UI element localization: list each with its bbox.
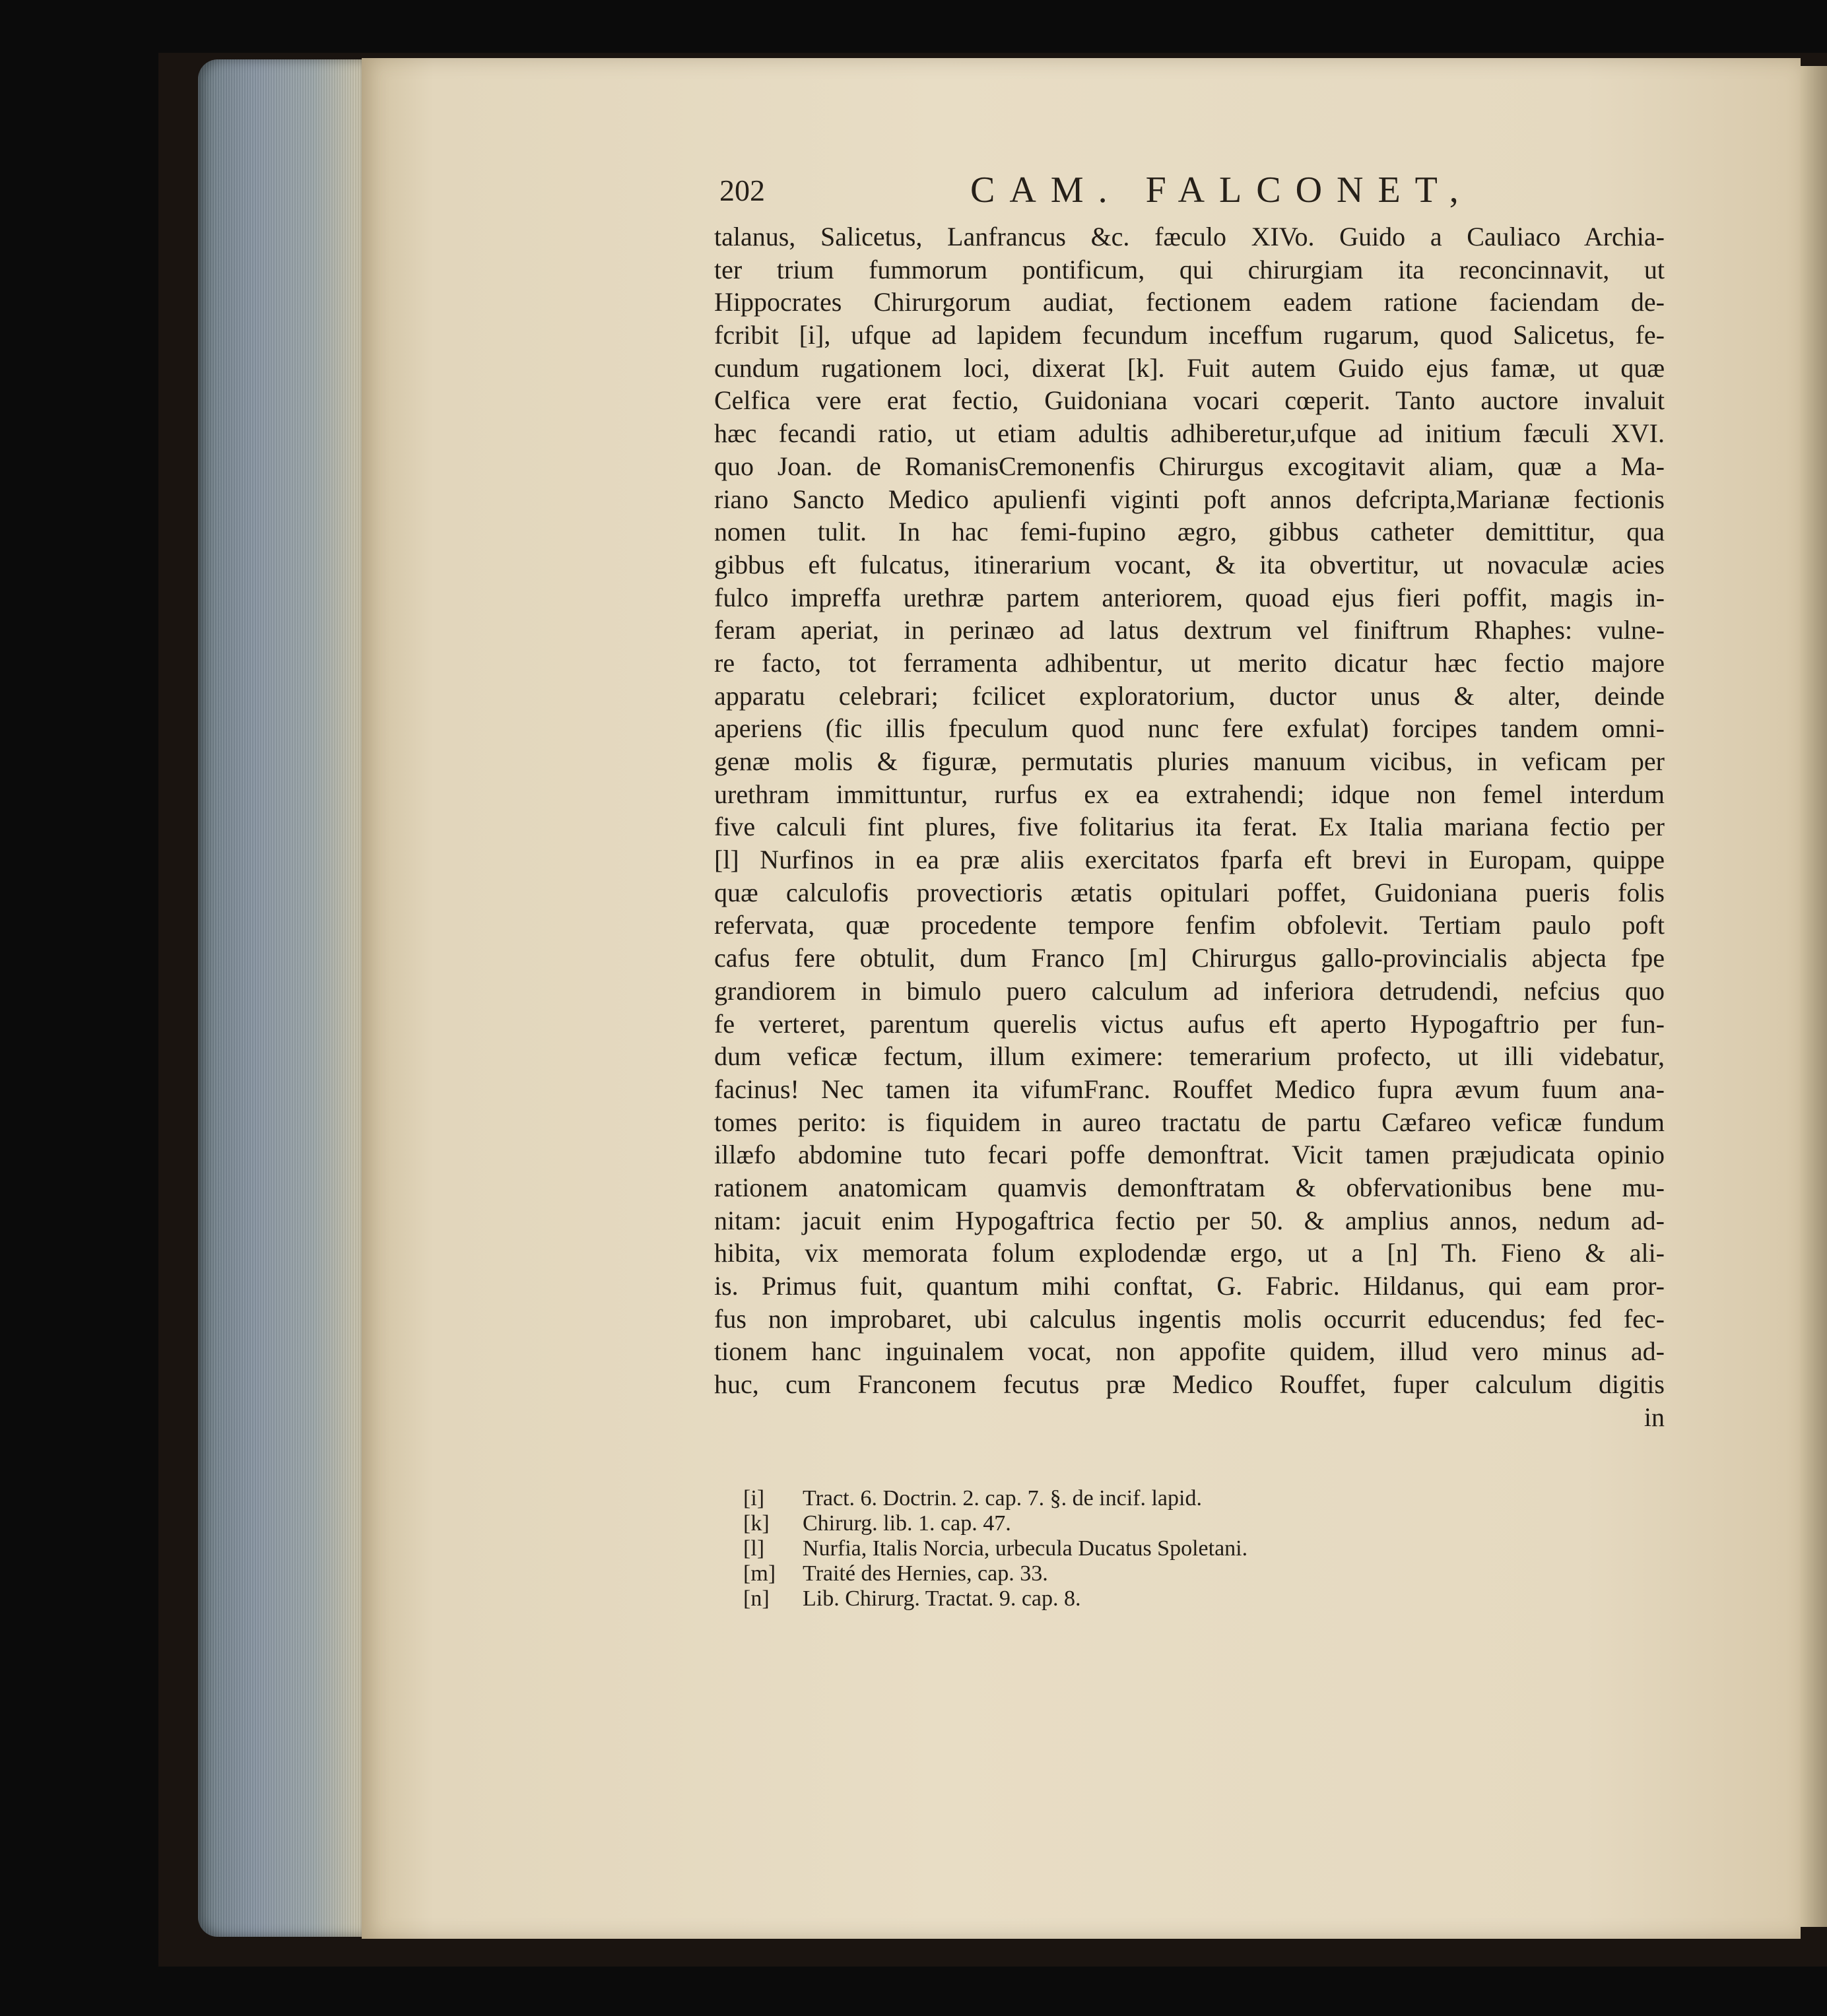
footnote-marker: [k] — [743, 1511, 770, 1536]
footnote — [743, 1586, 1337, 1611]
text-line: ter trium fummorum pontificum, qui chirurgiam ita reconcinnavit, ut — [714, 254, 1665, 284]
page-number: 202 — [719, 174, 765, 207]
text-line: in — [1644, 1402, 1665, 1432]
facing-page-edge — [1801, 66, 1827, 1927]
text-line: nomen tulit. In hac femi-fupino ægro, gibbus catheter demittitur, qua — [714, 517, 1665, 547]
running-title: CAM. FALCONET, — [970, 170, 1473, 211]
text-line: nitam: jacuit enim Hypogaftrica fectio per 50. & amplius annos, nedum ad- — [714, 1205, 1665, 1235]
footnote-text: Nurfia, Italis Norcia, urbecula Ducatus Spoletani. — [803, 1536, 1248, 1561]
text-line: gibbus eft fulcatus, itinerarium vocant, & ita obvertitur, ut novaculæ acies — [714, 549, 1665, 579]
text-line: tomes perito: is fiquidem in aureo tractatu de partu Cæfareo veficæ fundum — [714, 1107, 1665, 1137]
text-line: rationem anatomicam quamvis demonftratam & obfervationibus bene mu- — [714, 1172, 1665, 1202]
text-line: huc, cum Franconem fecutus præ Medico Rouffet, fuper calculum digitis — [714, 1369, 1665, 1400]
footnote-marker: [m] — [743, 1561, 776, 1586]
text-line: facinus! Nec tamen ita vifumFranc. Rouffet Medico fupra ævum fuum ana- — [714, 1074, 1665, 1104]
text-line: [l] Nurfinos in ea præ aliis exercitatos fparfa eft brevi in Europam, quippe — [714, 845, 1665, 875]
footnote-text: Traité des Hernies, cap. 33. — [803, 1561, 1048, 1586]
text-line: fcribit [i], ufque ad lapidem fecundum inceffum rugarum, quod Salicetus, fe- — [714, 320, 1665, 350]
text-line: is. Primus fuit, quantum mihi conftat, G. Fabric. Hildanus, qui eam pror- — [714, 1271, 1665, 1301]
text-line: refervata, quæ procedente tempore fenfim obfolevit. Tertiam paulo poft — [714, 910, 1665, 940]
text-line: cafus fere obtulit, dum Franco [m] Chirurgus gallo-provincialis abjecta fpe — [714, 943, 1665, 973]
text-line: fus non improbaret, ubi calculus ingentis molis occurrit educendus; fed fec- — [714, 1303, 1665, 1334]
text-line: hibita, vix memorata folum explodendæ ergo, ut a [n] Th. Fieno & ali- — [714, 1238, 1665, 1268]
text-line: Hippocrates Chirurgorum audiat, fectionem eadem ratione faciendam de- — [714, 287, 1665, 317]
text-line: tionem hanc inguinalem vocat, non appofite quidem, illud vero minus ad- — [714, 1336, 1665, 1367]
text-line: Celfica vere erat fectio, Guidoniana vocari cœperit. Tanto auctore invaluit — [714, 385, 1665, 416]
footnote-text: Chirurg. lib. 1. cap. 47. — [803, 1511, 1011, 1536]
text-line: quæ calculofis provectioris ætatis opitulari poffet, Guidoniana pueris folis — [714, 877, 1665, 907]
text-line: urethram immittuntur, rurfus ex ea extrahendi; idque non femel interdum — [714, 779, 1665, 809]
text-line: quo Joan. de RomanisCremonenfis Chirurgus excogitavit aliam, quæ a Ma- — [714, 451, 1665, 481]
text-line: talanus, Salicetus, Lanfrancus &c. fæculo XIVo. Guido a Cauliaco Archia- — [714, 222, 1665, 251]
text-line: cundum rugationem loci, dixerat [k]. Fuit autem Guido ejus famæ, ut quæ — [714, 352, 1665, 383]
page-header — [719, 170, 1663, 219]
footnote-text: Lib. Chirurg. Tractat. 9. cap. 8. — [803, 1586, 1081, 1611]
text-line: five calculi fint plures, five folitarius ita ferat. Ex Italia mariana fectio per — [714, 812, 1665, 842]
text-line: fe verteret, parentum querelis victus aufus eft aperto Hypogaftrio per fun- — [714, 1008, 1665, 1039]
body-text — [714, 220, 1665, 1433]
text-line: illæfo abdomine tuto fecari poffe demonftrat. Vicit tamen præjudicata opinio — [714, 1140, 1665, 1170]
text-line: aperiens (fic illis fpeculum quod nunc fere exfulat) forcipes tandem omni- — [714, 713, 1665, 744]
footnote — [743, 1561, 1337, 1586]
text-line: dum veficæ fectum, illum eximere: temerarium profecto, ut illi videbatur, — [714, 1041, 1665, 1072]
footnote-marker: [l] — [743, 1536, 765, 1561]
text-line: hæc fecandi ratio, ut etiam adultis adhiberetur,ufque ad initium fæculi XVI. — [714, 418, 1665, 449]
text-line: re facto, tot ferramenta adhibentur, ut merito dicatur hæc fectio majore — [714, 647, 1665, 678]
footnote — [743, 1486, 1337, 1511]
text-line: feram aperiat, in perinæo ad latus dextrum vel finiftrum Rhaphes: vulne- — [714, 615, 1665, 645]
text-line: fulco impreffa urethræ partem anteriorem, quoad ejus fieri poffit, magis in- — [714, 582, 1665, 612]
text-line: apparatu celebrari; fcilicet exploratorium, ductor unus & alter, deinde — [714, 680, 1665, 711]
footnote-marker: [n] — [743, 1586, 770, 1611]
page-edges — [198, 59, 363, 1937]
footnotes — [743, 1486, 1337, 1611]
text-line: grandiorem in bimulo puero calculum ad inferiora detrudendi, nefcius quo — [714, 975, 1665, 1006]
text-line: genæ molis & figuræ, permutatis pluries manuum vicibus, in veficam per — [714, 746, 1665, 776]
footnote-marker: [i] — [743, 1486, 765, 1511]
footnote — [743, 1511, 1337, 1536]
footnote — [743, 1536, 1337, 1561]
text-line: riano Sancto Medico apulienfi viginti poft annos defcripta,Marianæ fectionis — [714, 484, 1665, 514]
footnote-text: Tract. 6. Doctrin. 2. cap. 7. §. de incif. lapid. — [803, 1486, 1202, 1511]
